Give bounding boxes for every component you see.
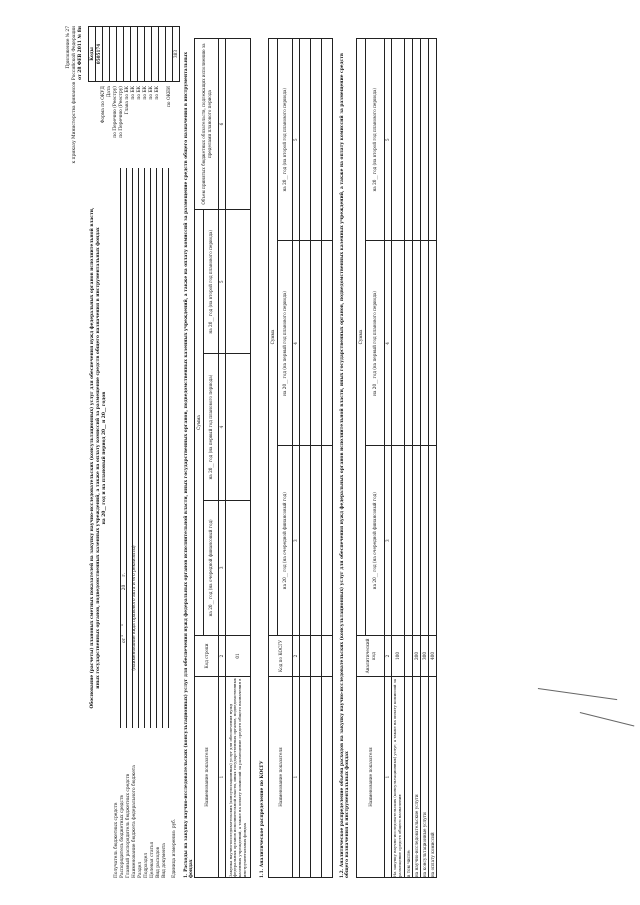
s1-num-2: 2 xyxy=(219,636,226,677)
codes-label-7: по БК xyxy=(143,86,148,100)
codes-label-0: Форма по ОКУД xyxy=(101,86,106,124)
s1-col-total: Объем принятых бюджетных обязательств, подлежащих исполнению за пределами планового периода xyxy=(195,39,219,210)
footnote: (наименование вида правового акта и его реквизиты) xyxy=(132,545,137,671)
s11-num-3: 3 xyxy=(293,446,300,636)
s11-num-5: 5 xyxy=(293,39,300,241)
s12-num-1: 1 xyxy=(385,677,392,878)
codes-label-10: по ОКЕИ xyxy=(167,86,172,107)
s12-row-2-code: 200 xyxy=(413,636,421,677)
label-9: Единица измерения: руб. xyxy=(172,818,177,878)
s12-col-y3: на 20__ год (на второй год планового периода) xyxy=(366,39,385,241)
section11-table xyxy=(268,38,333,878)
s1-col-y2: на 20__ год (на первый год планового периода) xyxy=(204,354,219,500)
s1-num-3: 3 xyxy=(219,500,226,635)
s12-col-name: Наименование показателя xyxy=(357,677,385,878)
codes-label-5: по БК xyxy=(131,86,136,100)
s12-row-1-code xyxy=(405,636,413,677)
s11-num-4: 4 xyxy=(293,241,300,446)
fill-line-0 xyxy=(120,168,121,728)
fill-line-6 xyxy=(156,168,157,728)
codes-label-8: по БК xyxy=(149,86,154,100)
s1-num-6: 6 xyxy=(219,39,226,210)
s11-col-y3: на 20__ год (на второй год планового периода) xyxy=(278,39,293,241)
label-5: Подраздел xyxy=(144,852,149,878)
s11-col-code: Код по КОСГУ xyxy=(269,636,293,677)
codes-label-2: по Перечню (Реестру) xyxy=(113,86,118,138)
codes-label-6: по БК xyxy=(137,86,142,100)
section12-heading: 1.2. Аналитическое распределение объема расходов на закупку научно-исследовательских (консультационных) услуг для обеспечения нужд федеральных органов исполнительной власти, иных государственных органов, подведомственных казенных учреждений, а также на оплату комиссий за размещение средств общего назначения в инструментальных фондах xyxy=(340,53,351,878)
s11-col-sum: Сумма xyxy=(269,39,278,636)
fill-line-2 xyxy=(132,168,133,728)
s1-col-y1: на 20__ год (на очередной финансовый год) xyxy=(204,500,219,635)
s12-row-2-label: на научно-исследовательские услуги xyxy=(413,677,421,878)
codes-form-value: 0505174 xyxy=(96,27,103,82)
section1-table xyxy=(194,38,251,878)
s1-num-1: 1 xyxy=(219,677,226,878)
s12-row-3-label: на консультационные услуги xyxy=(421,677,429,878)
s12-row-4-label: на оплату комиссий xyxy=(429,677,437,878)
label-2: Главный распорядитель бюджетных средств xyxy=(126,773,131,878)
s12-row-3-code: 300 xyxy=(421,636,429,677)
section1-heading: 1. Расходы на закупку научно-исследовательских (консультационных) услуг для обеспечения нужд федеральных органов исполнительной власти, иных государственных органов, подведомственных казенных учреждений, а также на оплату комиссий за размещение средств общего назначения в инструментальных фондах xyxy=(184,52,195,878)
codes-label-9: по БК xyxy=(155,86,160,100)
s1-col-y3: на 20__ год (на второй год планового периода) xyxy=(204,210,219,354)
label-3: Наименование бюджета федерального бюджета xyxy=(132,765,137,878)
s1-num-5: 5 xyxy=(219,210,226,354)
s12-row-0-code: 100 xyxy=(392,636,405,677)
s12-num-3: 3 xyxy=(385,446,392,636)
s12-col-sum: Сумма xyxy=(357,39,366,636)
codes-table xyxy=(88,26,180,82)
appendix-line2: к приказу Министерства финансов Российской Федерации xyxy=(72,26,77,164)
fill-line-5 xyxy=(150,168,151,728)
codes-label-1: Дата xyxy=(107,86,112,98)
s12-row-4-code: 400 xyxy=(429,636,437,677)
appendix-line3: от 28 ФЕВ 2011 № 8н xyxy=(78,26,83,80)
s1-col-sum: Сумма xyxy=(195,210,204,636)
fill-line-1 xyxy=(126,168,127,728)
label-7: Вид расходов xyxy=(156,846,161,878)
title-line1: Обоснование (расчеты) плановых сметных показателей на закупку научно-исследовательских (консультационных) услуг для обеспечения нужд федеральных органов исполнительной власти, xyxy=(90,207,95,709)
s12-num-5: 5 xyxy=(385,39,392,241)
s1-row-code: 01 xyxy=(226,636,251,677)
s12-col-code: Аналитический код xyxy=(357,636,385,677)
scan-artifact-line-2 xyxy=(580,712,635,727)
s11-num-1: 1 xyxy=(293,677,300,878)
s12-row-1-label: в том числе: xyxy=(405,677,413,878)
s12-col-y1: на 20__ год (на очередной финансовый год) xyxy=(366,446,385,636)
label-0: Получатель бюджетных средств xyxy=(114,802,119,878)
label-4: Раздел xyxy=(138,861,143,878)
s12-num-2: 2 xyxy=(385,636,392,677)
s1-row-label: Закупка научно-исследовательских (консультационных) услуг для обеспечения нужд федеральных органов исполнительной власти, иных государственных органов, подведомственных казенных учреждений, а также на оплату комиссий за размещение средств общего назначения в инструментальных фондах xyxy=(226,677,251,878)
fill-line-4 xyxy=(144,168,145,728)
fill-line-7 xyxy=(162,168,163,728)
s11-col-y1: на 20__ год (на очередной финансовый год) xyxy=(278,446,293,636)
label-8: Вид документа xyxy=(162,843,167,878)
s1-col-name: Наименование показателя xyxy=(195,677,219,878)
section11-heading: 1.1. Аналитическое распределение по КОСГУ xyxy=(260,760,265,878)
codes-header: Коды xyxy=(89,27,96,82)
title-line3: на 20__ год и на плановый период 20__ и 20__ годов xyxy=(102,391,107,525)
appendix-line1: Приложение № 27 xyxy=(66,26,71,69)
fill-line-8 xyxy=(168,168,169,728)
s1-num-4: 4 xyxy=(219,354,226,500)
s11-col-name: Наименование показателя xyxy=(269,677,293,878)
s12-col-y2: на 20__ год (на первый год планового периода) xyxy=(366,241,385,446)
s12-row-0-label: На закупку научно-исследовательских (консультационных) услуг, а также на оплату комиссий за размещение средств общего назначения xyxy=(392,677,405,878)
section12-table xyxy=(356,38,437,878)
rotated-form-sheet xyxy=(60,18,580,898)
codes-label-4: Глава по БК xyxy=(125,86,130,115)
s11-col-y2: на 20__ год (на первый год планового периода) xyxy=(278,241,293,446)
fill-line-3 xyxy=(138,168,139,728)
label-1: Распорядитель бюджетных средств xyxy=(120,795,125,878)
s1-col-code: Код строки xyxy=(195,636,219,677)
label-6: Целевая статья xyxy=(150,841,155,878)
s12-num-4: 4 xyxy=(385,241,392,446)
codes-label-3: по Перечню (Реестру) xyxy=(119,86,124,138)
s11-num-2: 2 xyxy=(293,636,300,677)
title-line2: иных государственных органов, подведомственных казенных учреждений, а также на оплату комиссий за размещение средств общего назначения в инструментальных фондах xyxy=(96,227,101,689)
date-line: от "____" ______________ 20___ г. xyxy=(122,572,127,644)
codes-okei: 383 xyxy=(173,27,180,82)
